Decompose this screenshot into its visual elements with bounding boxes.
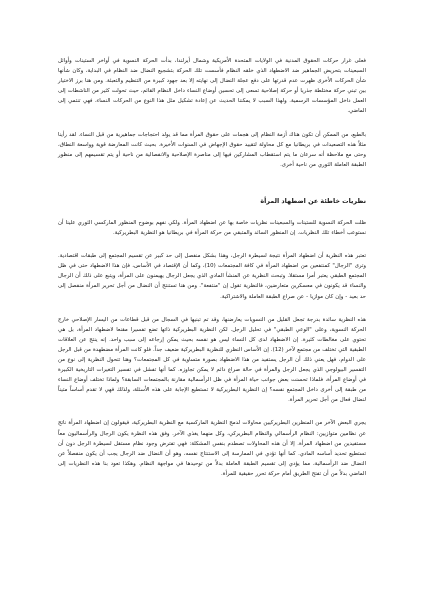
paragraph-3: ظلت الحركة النسوية للستينات والسبعينات نظريات خاصة بها عن اضطهاد المرأة. ولكي نفهم بوضوح المنظور الماركسي الثوري علينا أن نستوعب أخطاء تلك النظريات. إن المنظور السائد والمتبقي من حركة المرأة في بريطانيا هو النظرية البطريركية. xyxy=(58,219,366,237)
section-heading: نظريات خاطئة عن اضطهاد المرأة xyxy=(260,196,366,205)
paragraph-4: تعتبر هذه النظرية أن اضطهاد المرأة نتيجة لسيطرة الرجل، وهذا بشكل منفصل إلى حد كبير عن تقسيم المجتمع إلى طبقات اقتصادية. وترى "الرجال" كمنتفعين من اضطهاد المرأة في كافة المجتمعات (10)، وكما أن الإقتصاد في الأساس، فإن هذا الاضطهاد حتى في ظل المجتمع الطبقي يعتبر أمرا مستقلا. وتبحث النظرية عن المنشأ المادي الذي يجعل الرجال يهيمنون على المرأة، ويتبع على ذلك أن الرجال والنساء قد يكونون في معسكرين متعارضين، فالنظرية تقول إن "منتفعة". ومن هنا تستنتج أن النضال من أجل تحرير المرأة منفصل إلى حد بعيد - وإن كان موازيا - عن صراع الطبقة العاملة والاشتراكية. xyxy=(58,253,366,300)
paragraph-1: فعلى غرار حركات الحقوق المدنية في الولايات المتحدة الأمريكية وشمال أيرلندا، بدأت الحركة النسوية في أواخر الستينات وأوائل السبعينات بتحريض الجماهير ضد الاضطهاد الذي خلقه النظام فأسست تلك الحركة بتشجيع النضال ضد النظام في البداية، وكان شأنها شأن الحركات الأخرى ظهرت عدم قدرتها على دفع عجلة النضال إلى نهايته إلا بعد جهود كبيرة من التنظيم والتعبئة. ومن هنا برز الاختيار بين تبني حركة مختلطة جذريا أو حركة إصلاحية تسعى إلى تحسين أوضاع النساء داخل النظام القائم، حيث تحولت كثير من الناشطات إلى العمل داخل المؤسسات الرسمية. ولهذا السبب لا يمكننا الحديث عن إعادة تشكيل مثل هذا النوع من الحركات النساء، فهي تنتمي إلى الماضي. xyxy=(58,58,366,115)
paragraph-5: هذه النظرية سائدة بدرجة تجعل القليل من النسويات يعارضنها، وقد تم تبنيها في السجال من قبل قطاعات من اليسار الإصلاحي خارج الحركة النسوية، وعلى "الوعي الطبقي" في تحليل الرجل. لكن النظرية البطريركية ذاتها تضع تفسيرا مقنعا لاضطهاد المرأة، بل هي تحتوي على مغالطات كثيرة. إن الاضطهاد لدى كل النساء ليس هو نفسه بحيث يمكن إرجاعه إلى سبب واحد. إنه ينتج عن العلاقات الطبقية التي تختلف من مجتمع لآخر (12). إن الأساس النظري للنظرية البطريركية ضعيف جداً. فلو كانت المرأة مضطهدة من قبل الرجل على الدوام، فهل يعني ذلك أن الرجل يستفيد من هذا الاضطهاد بصورة متساوية في كل المجتمعات؟ وهنا تتحول النظرية إلى نوع من التفسير البيولوجي الذي يجعل الرجل والمرأة في حالة صراع دائم لا يمكن تجاوزه. كما أنها تفشل في تفسير التغيرات التاريخية الكبيرة في أوضاع المرأة، فلماذا تحسنت بعض جوانب حياة المرأة في ظل الرأسمالية مقارنة بالمجتمعات السابقة؟ ولماذا تختلف أوضاع النساء من طبقة إلى أخرى داخل المجتمع نفسه؟ إن النظرية البطريركية لا تستطيع الإجابة على هذه الأسئلة، ولذلك فهي لا تقدم أساساً متيناً لنضال فعال من أجل تحرير المرأة. xyxy=(58,316,366,404)
paragraph-6: يجري البعض الآخر من المنظرين البطريركيين محاولات لدمج النظرية الماركسية مع النظرية البطريركية، فيقولون إن اضطهاد المرأة ناتج عن نظامين متوازيين: النظام الرأسمالي والنظام البطريركي، وكل منهما يغذي الآخر. وفق هذه النظرة يكون الرجال والرأسماليون معاً مستفيدين من اضطهاد المرأة. إلا أن هذه المحاولات تصطدم بنفس المشكلة: فهي تفترض وجود نظام مستقل لسيطرة الرجل دون أن تستطيع تحديد أساسه المادي. كما أنها تؤدي في الممارسة إلى الاستنتاج نفسه، وهو أن النضال ضد الرجال يجب أن يكون منفصلاً عن النضال ضد الرأسمالية، مما يؤدي إلى تقسيم الطبقة العاملة بدلاً من توحيدها في مواجهة النظام. وهكذا تعود بنا هذه النظريات إلى الماضي بدلاً من أن تفتح الطريق أمام حركة تحرر حقيقية للمرأة. xyxy=(58,420,366,477)
paragraph-2: بالطبع، من الممكن أن تكون هناك أزمة النظام إلى هجمات على حقوق المرأة مما قد يولد احتجاجات جماهيرية من قبل النساء. لقد رأينا مثلاً هذه التصعيدات في بريطانيا مع كل محاولة لتقييد حقوق الإجهاض في السنوات الأخيرة. بحيث كانت المعارضة قوية وواسعة النطاق، وحتى مع ملاحظة أنه سرعان ما يتم استقطاب المشاركين فيها إلى مناصرة الإصلاحية والانفصالية من ناحية أو يتم تقسيمهم إلى منظور الطبقة العاملة الثوري من ناحية أخرى. xyxy=(58,131,366,168)
